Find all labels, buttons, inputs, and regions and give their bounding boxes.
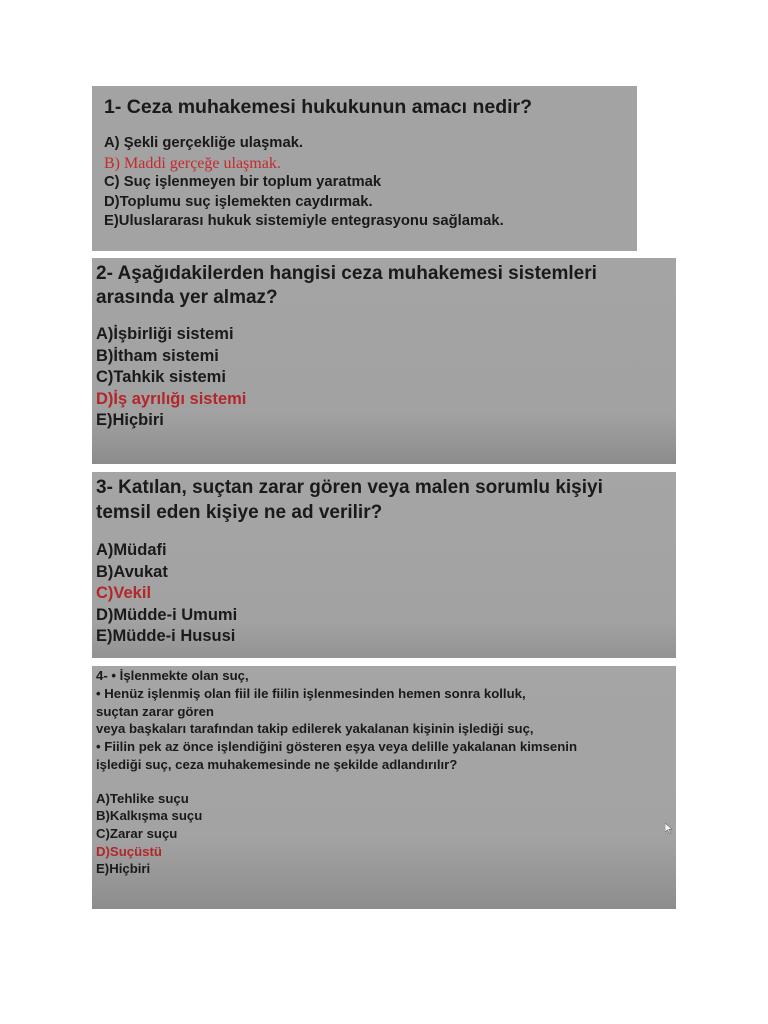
mouse-cursor-icon bbox=[665, 823, 673, 834]
q2-option-b: B)İtham sistemi bbox=[96, 346, 219, 365]
q2-option-e: E)Hiçbiri bbox=[96, 411, 164, 429]
q4-option-e: E)Hiçbiri bbox=[96, 861, 151, 877]
question-3-options bbox=[96, 540, 672, 648]
q4-option-d-correct: D)Suçüstü bbox=[96, 843, 162, 859]
q2-option-c: C)Tahkik sistemi bbox=[96, 368, 226, 386]
question-4-options bbox=[96, 790, 672, 878]
question-2-title: 2- Aşağıdakilerden hangisi ceza muhakemesi sistemleri arasında yer almaz? bbox=[96, 263, 597, 308]
q1-option-d: D)Toplumu suç işlemekten caydırmak. bbox=[104, 193, 373, 210]
q1-option-b-correct: B) Maddi gerçeğe ulaşmak. bbox=[104, 154, 281, 172]
q4-option-b: B)Kalkışma suçu bbox=[96, 808, 203, 824]
question-2-options bbox=[96, 324, 672, 432]
question-3-title: 3- Katılan, suçtan zarar gören veya malen sorumlu kişiyi temsil eden kişiye ne ad verilir? bbox=[96, 477, 603, 523]
q2-option-d-correct: D)İş ayrılığı sistemi bbox=[96, 389, 247, 408]
q3-option-d: D)Müdde-i Umumi bbox=[96, 605, 238, 624]
q2-option-a: A)İşbirliği sistemi bbox=[96, 325, 234, 343]
q1-option-a: A) Şekli gerçekliğe ulaşmak. bbox=[104, 135, 304, 151]
q1-option-c: C) Suç işlenmeyen bir toplum yaratmak bbox=[104, 174, 382, 190]
question-1-options bbox=[104, 134, 625, 232]
q3-option-e: E)Müdde-i Hususi bbox=[96, 627, 236, 645]
question-4-title: 4- • İşlenmekte olan suç, • Henüz işlenmiş olan fiil ile fiilin işlenmesinden hemen sonra kolluk, suçtan zarar gören veya başkaları tarafından takip edilerek yakalanan kişinin işlediği suç, • Fiilin pek az önce işlendiğini gösteren eşya veya delille yakalanan kimsenin işlediği suç, ceza muhakemesinde ne şekilde adlandırılır? bbox=[96, 668, 578, 772]
question-slide-2 bbox=[92, 258, 676, 464]
question-slide-4 bbox=[92, 666, 676, 909]
q3-option-a: A)Müdafi bbox=[96, 541, 167, 559]
q1-option-e: E)Uluslararası hukuk sistemiyle entegrasyonu sağlamak. bbox=[104, 213, 504, 229]
q3-option-c-correct: C)Vekil bbox=[96, 584, 152, 602]
q3-option-b: B)Avukat bbox=[96, 562, 168, 581]
question-1-title: 1- Ceza muhakemesi hukukunun amacı nedir? bbox=[104, 96, 533, 118]
question-slide-3 bbox=[92, 472, 676, 658]
q4-option-c: C)Zarar suçu bbox=[96, 825, 178, 841]
question-slide-1 bbox=[92, 86, 637, 251]
q4-option-a: A)Tehlike suçu bbox=[96, 790, 189, 806]
